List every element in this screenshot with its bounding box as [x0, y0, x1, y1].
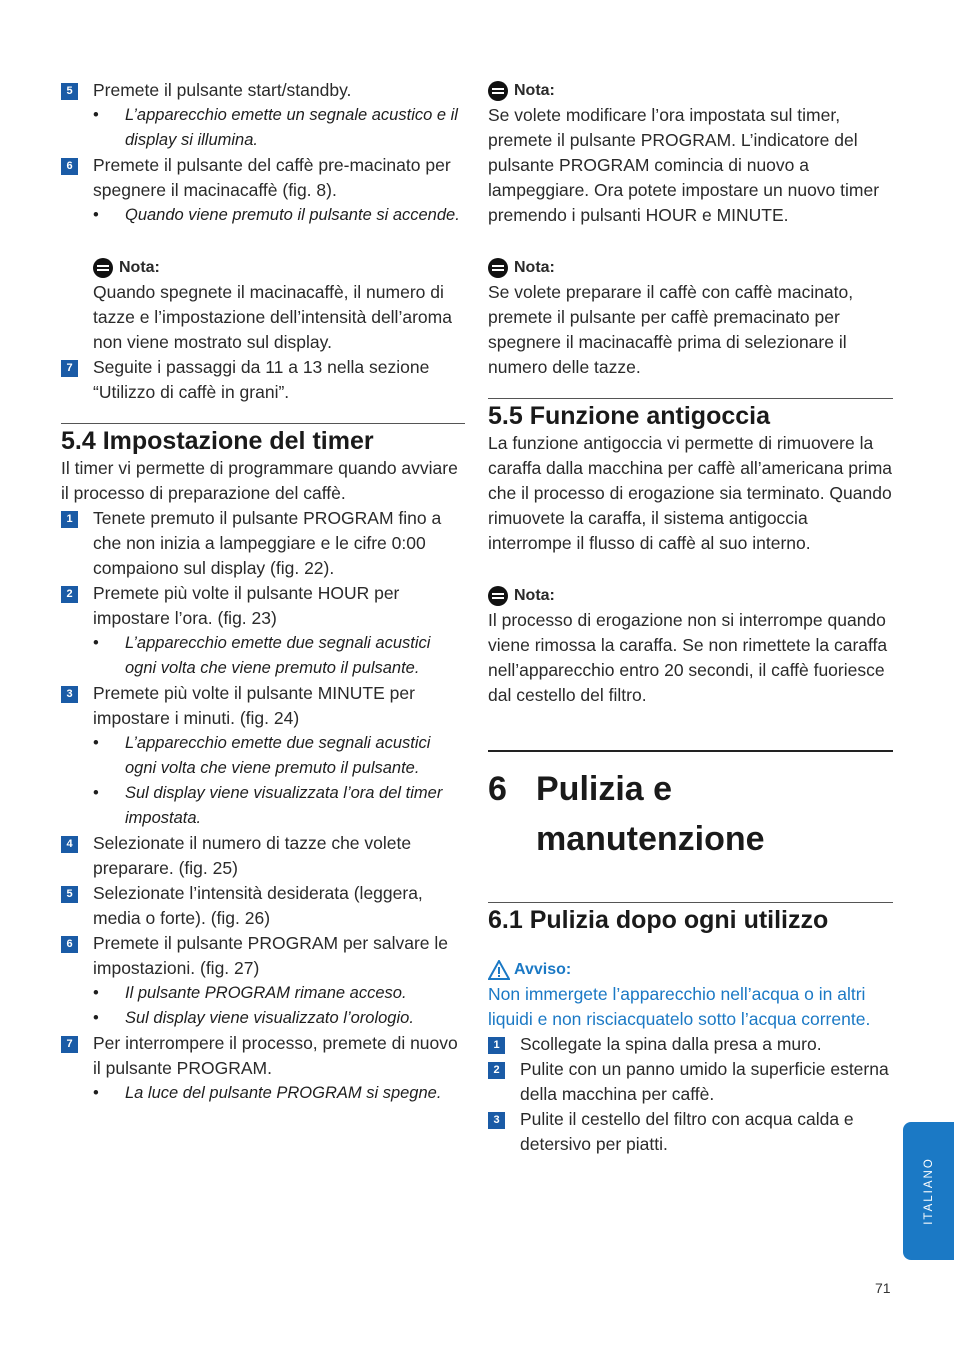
step-item — [488, 1057, 893, 1107]
note-ground-coffee — [488, 255, 893, 380]
step-text: Premete il pulsante del caffè pre-macinato per spegnere il macinacaffè (fig. 8). — [93, 155, 451, 200]
step-text: Premete più volte il pulsante MINUTE per impostare i minuti. (fig. 24) — [93, 683, 415, 728]
note-label: Nota: — [514, 259, 555, 276]
note-modify-timer — [488, 78, 893, 228]
section-intro-timer: Il timer vi permette di programmare quando avviare il processo di preparazione del caffè. — [61, 458, 458, 503]
left-column — [61, 78, 465, 1106]
step-text: Premete più volte il pulsante HOUR per impostare l’ora. (fig. 23) — [93, 583, 400, 628]
note-grinder — [61, 255, 465, 355]
result-bullet: • Sul display viene visualizzata l’ora del timer impostata. — [61, 781, 465, 831]
step-number: 6 — [61, 158, 78, 175]
step-item — [61, 931, 465, 981]
step-text: Selezionate il numero di tazze che volete preparare. (fig. 25) — [93, 833, 412, 878]
result-bullet: • Il pulsante PROGRAM rimane acceso. — [61, 981, 465, 1006]
step-number: 3 — [488, 1112, 505, 1129]
step-text: Pulite il cestello del filtro con acqua calda e detersivo per piatti. — [520, 1109, 854, 1154]
step-number: 7 — [61, 360, 78, 377]
note-icon — [488, 258, 508, 278]
result-bullet: • Quando viene premuto il pulsante si accende. — [61, 203, 465, 228]
step-number: 2 — [488, 1062, 505, 1079]
note-label: Nota: — [514, 587, 555, 604]
step-item — [61, 506, 465, 581]
language-label: ITALIANO — [922, 1157, 935, 1225]
chapter-number: 6 — [488, 770, 507, 808]
steps-cleaning — [488, 1032, 893, 1157]
step-number: 3 — [61, 686, 78, 703]
note-drip-stop — [488, 583, 893, 708]
step-text: Premete il pulsante start/standby. — [93, 80, 352, 100]
result-bullet: • La luce del pulsante PROGRAM si spegne. — [61, 1081, 465, 1106]
steps-top — [61, 78, 465, 228]
step-item — [61, 78, 465, 103]
step-number: 6 — [61, 936, 78, 953]
section-title-drip-stop: 5.5 Funzione antigoccia — [488, 398, 893, 431]
result-bullet: • L’apparecchio emette due segnali acustici ogni volta che viene premuto il pulsante. — [61, 731, 465, 781]
note-label: Nota: — [119, 259, 160, 276]
section-text-drip-stop: La funzione antigoccia vi permette di rimuovere la caraffa dalla macchina per caffè all’americana prima che il processo di erogazione sia terminato. Quando rimuovete la caraffa, il sistema antigoccia interrompe il flusso di caffè al suo interno. — [488, 433, 893, 553]
note-icon — [488, 81, 508, 101]
step-number: 1 — [488, 1037, 505, 1054]
step-item — [61, 153, 465, 203]
note-text: Quando spegnete il macinacaffè, il numero di tazze e l’impostazione dell’intensità dell’aroma non viene mostrato sul display. — [93, 282, 452, 352]
warning-text: Non immergete l’apparecchio nell’acqua o in altri liquidi e non risciacquatelo sotto l’acqua corrente. — [488, 984, 871, 1029]
step-text: Seguite i passaggi da 11 a 13 nella sezione “Utilizzo di caffè in grani”. — [93, 357, 430, 402]
note-text: Se volete modificare l’ora impostata sul timer, premete il pulsante PROGRAM. L’indicatore del pulsante PROGRAM comincia di nuovo a lampeggiare. Ora potete impostare un nuovo timer premendo i pulsanti HOUR e MINUTE. — [488, 105, 880, 225]
step-item — [61, 355, 465, 405]
step-item — [61, 581, 465, 631]
step-item — [488, 1107, 893, 1157]
chapter-title — [488, 750, 893, 864]
language-tab — [903, 1122, 954, 1260]
section-title-timer: 5.4 Impostazione del timer — [61, 423, 465, 456]
note-text: Il processo di erogazione non si interrompe quando viene rimossa la caraffa. Se non rimettete la caraffa nell’apparecchio entro 20 secondi, il caffè fuoriesce dal cestello del filtro. — [488, 610, 888, 705]
warning-label: Avviso: — [514, 961, 572, 978]
note-text: Se volete preparare il caffè con caffè macinato, premete il pulsante per caffè premacinato per spegnere il macinacaffè prima di selezionare il numero delle tazze. — [488, 282, 854, 377]
result-bullet: • L’apparecchio emette un segnale acustico e il display si illumina. — [61, 103, 465, 153]
step-text: Scollegate la spina dalla presa a muro. — [520, 1034, 822, 1054]
warning-icon — [488, 960, 510, 980]
step-item — [61, 681, 465, 731]
step-number: 1 — [61, 511, 78, 528]
note-icon — [488, 586, 508, 606]
step-number: 7 — [61, 1036, 78, 1053]
step-item — [488, 1032, 893, 1057]
step-text: Tenete premuto il pulsante PROGRAM fino a che non inizia a lampeggiare e le cifre 0:00 compaiono sul display (fig. 22). — [93, 508, 442, 578]
step-item — [61, 1031, 465, 1081]
step-text: Premete il pulsante PROGRAM per salvare le impostazioni. (fig. 27) — [93, 933, 448, 978]
chapter-name: Pulizia e manutenzione — [536, 770, 765, 858]
note-label: Nota: — [514, 82, 555, 99]
step-item — [61, 831, 465, 881]
step-number: 4 — [61, 836, 78, 853]
page-number: 71 — [875, 1280, 891, 1296]
step-number: 5 — [61, 83, 78, 100]
step-text: Selezionate l’intensità desiderata (leggera, media o forte). (fig. 26) — [93, 883, 423, 928]
step-text: Per interrompere il processo, premete di nuovo il pulsante PROGRAM. — [93, 1033, 458, 1078]
step-item — [61, 881, 465, 931]
note-icon — [93, 258, 113, 278]
right-column — [488, 78, 893, 1157]
step-text: Pulite con un panno umido la superficie esterna della macchina per caffè. — [520, 1059, 889, 1104]
step-number: 5 — [61, 886, 78, 903]
result-bullet: • Sul display viene visualizzato l’orologio. — [61, 1006, 465, 1031]
result-bullet: • L’apparecchio emette due segnali acustici ogni volta che viene premuto il pulsante. — [61, 631, 465, 681]
steps-timer — [61, 506, 465, 1106]
section-title-cleaning: 6.1 Pulizia dopo ogni utilizzo — [488, 902, 893, 935]
warning-head — [488, 957, 893, 982]
step-number: 2 — [61, 586, 78, 603]
